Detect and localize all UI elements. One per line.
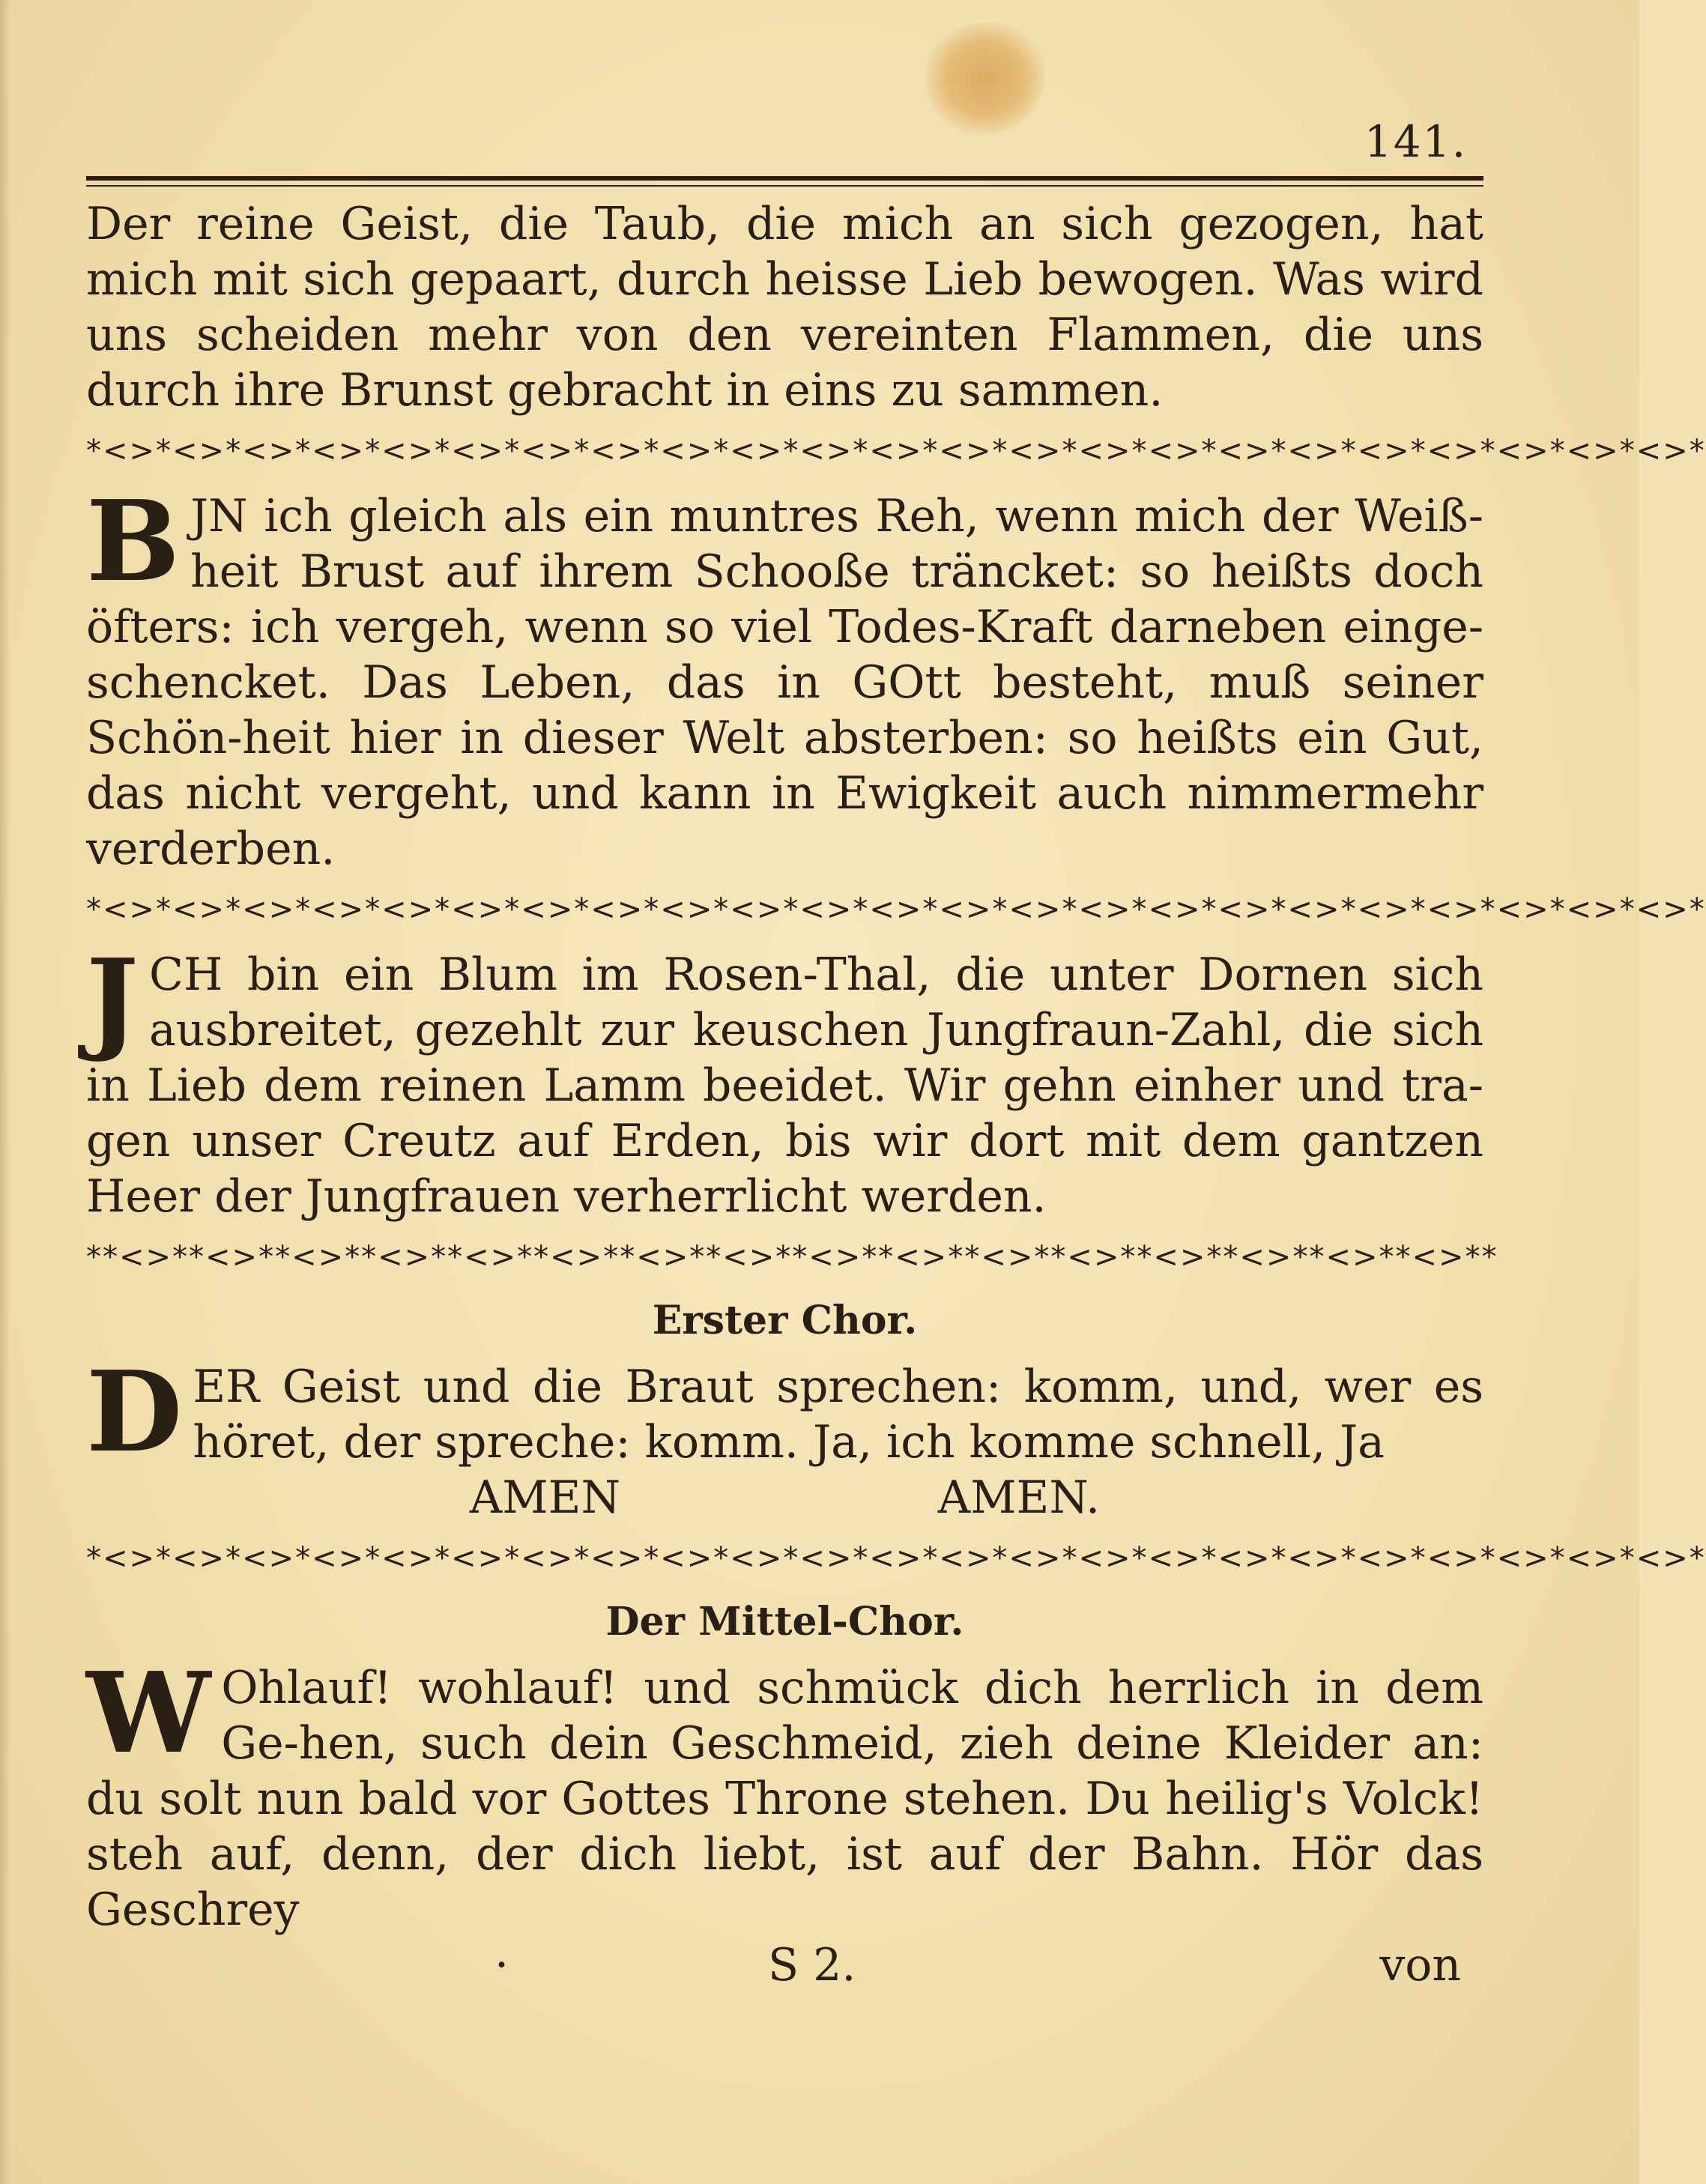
paragraph-3-text: CH bin ein Blum im Rosen-Thal, die unter Dornen sich ausbreitet, gezehlt zur keuschen Jungfraun-Zahl, die sich in Lieb dem reinen Lamm beeidet. Wir gehn einher und tra-gen unser Creutz auf Erden, bis wir dort mit dem gantzen Heer der Jungfrauen verherrlicht werden. (86, 949, 1483, 1223)
ornament-divider-4: *<>*<>*<>*<>*<>*<>*<>*<>*<>*<>*<>*<>*<>*<>*<>*<>*<>*<>*<>*<>*<>*<>*<>* (86, 1541, 1706, 1576)
paragraph-2-text: JN ich gleich als ein muntres Reh, wenn mich der Weiß-heit Brust auf ihrem Schooße träncket: so heißts doch öfters: ich vergeh, wenn so viel Todes-Kraft darneben einge-schencket. Das Leben, das in GOtt besteht, muß seiner Schön-heit hier in dieser Welt absterben: so heißts ein Gut, das nicht vergeht, und kann in Ewigkeit auch nimmermehr verderben. (86, 490, 1483, 875)
ornament-divider-1: *<>*<>*<>*<>*<>*<>*<>*<>*<>*<>*<>*<>*<>*<>*<>*<>*<>*<>*<>*<>*<>*<>*<>* (86, 434, 1706, 468)
paragraph-1-text: Der reine Geist, die Taub, die mich an sich gezogen, hat mich mit sich gepaart, durch heisse Lieb bewogen. Was wird uns scheiden mehr von den vereinten Flammen, die uns durch ihre Brunst gebracht in eins zu sammen. (86, 198, 1483, 417)
chor1-text: ER Geist und die Braut sprechen: komm, und, wer es höret, der spreche: komm. Ja, ich komme schnell, Ja (193, 1361, 1483, 1468)
paragraph-2 (86, 476, 1483, 877)
amen-left: AMEN (469, 1471, 620, 1524)
ornament-divider-2: *<>*<>*<>*<>*<>*<>*<>*<>*<>*<>*<>*<>*<>*<>*<>*<>*<>*<>*<>*<>*<>*<>*<>* (86, 892, 1706, 927)
drop-cap: B (86, 476, 181, 606)
ornament-divider-3: **<>**<>**<>**<>**<>**<>**<>**<>**<>**<>**<>**<>**<>**<>**<>**<>** (86, 1240, 1498, 1274)
signature-mark: S 2. (768, 1939, 856, 1991)
page-number: 141. (1364, 116, 1467, 167)
header-rule-thin (86, 185, 1483, 187)
chor1-paragraph (86, 1346, 1483, 1477)
drop-cap: D (86, 1346, 183, 1477)
chor2-heading: Der Mittel-Chor. (605, 1599, 964, 1645)
paper-stain (925, 22, 1045, 135)
paragraph-1 (86, 196, 1483, 418)
header-rule (86, 176, 1483, 181)
chor2-text: Ohlauf! wohlauf! und schmück dich herrlich in dem Ge-hen, such dein Geschmeid, zieh deine Kleider an: du solt nun bald vor Gottes Throne stehen. Du heilig's Volck! steh auf, denn, der dich liebt, ist auf der Bahn. Hör das Geschrey (86, 1662, 1483, 1936)
catchword: von (1379, 1939, 1461, 1991)
footer-dot: · (494, 1939, 509, 1991)
page-footer (86, 1938, 1483, 1997)
chor2-paragraph (86, 1648, 1483, 1938)
amen-row (86, 1470, 1483, 1525)
paragraph-3 (86, 934, 1483, 1224)
page-edge-shadow (0, 0, 10, 2184)
page-content (86, 196, 1706, 1997)
chor1-heading: Erster Chor. (652, 1298, 918, 1343)
drop-cap: J (86, 934, 139, 1065)
drop-cap: W (86, 1648, 211, 1778)
amen-right: AMEN. (937, 1471, 1101, 1524)
